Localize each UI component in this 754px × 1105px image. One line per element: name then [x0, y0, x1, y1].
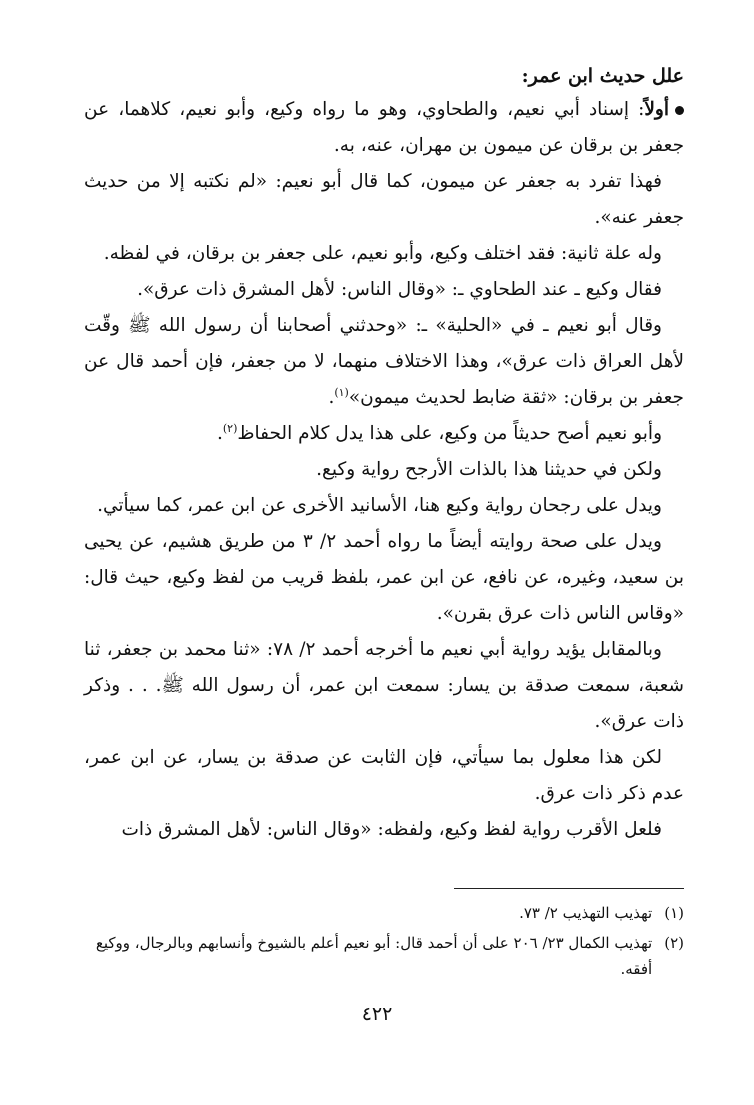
- paragraph-1-text: : إسناد أبي نعيم، والطحاوي، وهو ما رواه وكيع، وأبو نعيم، كلاهما، عن جعفر بن برقان عن ميمون بن مهران، عنه، به.: [84, 99, 684, 156]
- footnote-number: (١): [664, 904, 684, 922]
- page-number: ٤٢٢: [361, 1003, 393, 1025]
- paragraph-1: [84, 92, 684, 164]
- footnote-ref-1[interactable]: (١): [334, 385, 349, 399]
- footnote-text: تهذيب التهذيب ٢/ ٧٣.: [519, 904, 653, 922]
- paragraph-7: ولكن في حديثنا هذا بالذات الأرجح رواية وكيع.: [316, 459, 662, 480]
- paragraph-6-text: وأبو نعيم أصح حديثاً من وكيع، على هذا يدل كلام الحفاظ: [237, 423, 662, 444]
- footnotes: [84, 900, 684, 986]
- footnote-number: (٢): [664, 934, 684, 952]
- footnote-divider: [454, 888, 684, 889]
- footnote-1: [84, 900, 684, 926]
- bullet-icon: [675, 106, 684, 115]
- paragraph-1-lead: أولاً: [644, 99, 669, 120]
- page-body: [84, 60, 684, 848]
- footnote-text: تهذيب الكمال ٢٣/ ٢٠٦ على أن أحمد قال: أبو نعيم أعلم بالشيوخ وأنسابهم وبالرجال، ووكيع أفقه.: [95, 934, 653, 978]
- footnote-ref-2[interactable]: (٢): [222, 421, 238, 435]
- paragraph-12: فلعل الأقرب رواية لفظ وكيع، ولفظه: «وقال الناس: لأهل المشرق ذات: [121, 819, 662, 840]
- paragraph-4: فقال وكيع ـ عند الطحاوي ـ: «وقال الناس: لأهل المشرق ذات عرق».: [137, 279, 662, 300]
- paragraph-8: ويدل على رجحان رواية وكيع هنا، الأسانيد الأخرى عن ابن عمر، كما سيأتي.: [97, 495, 662, 516]
- paragraph-5-text: وقال أبو نعيم ـ في «الحلية» ـ: «وحدثني أصحابنا أن رسول الله ﷺ وقّت لأهل العراق ذات عرق»، وهذا الاختلاف منهما، لا من جعفر، فإن أحمد قال عن جعفر بن برقان: «ثقة ضابط لحديث ميمون»: [84, 315, 684, 408]
- paragraph-5-end: .: [328, 387, 335, 408]
- paragraph-6: [84, 416, 684, 452]
- paragraph-2: فهذا تفرد به جعفر عن ميمون، كما قال أبو نعيم: «لم نكتبه إلا من حديث جعفر عنه».: [84, 171, 684, 228]
- paragraph-5: [84, 308, 684, 416]
- paragraph-3: وله علة ثانية: فقد اختلف وكيع، وأبو نعيم، على جعفر بن برقان، في لفظه.: [103, 243, 662, 264]
- paragraph-9: ويدل على صحة روايته أيضاً ما رواه أحمد ٢/ ٣ من طريق هشيم، عن يحيى بن سعيد، وغيره، عن نافع، عن ابن عمر، بلفظ قريب من لفظ وكيع، حيث قال: «وقاس الناس ذات عرق بقرن».: [84, 531, 684, 624]
- footnote-2: [84, 930, 684, 982]
- section-heading: علل حديث ابن عمر:: [521, 65, 684, 87]
- paragraph-11: لكن هذا معلول بما سيأتي، فإن الثابت عن صدقة بن يسار، عن ابن عمر، عدم ذكر ذات عرق.: [84, 747, 684, 804]
- paragraph-6-end: .: [216, 423, 223, 444]
- paragraph-10: وبالمقابل يؤيد رواية أبي نعيم ما أخرجه أحمد ٢/ ٧٨: «ثنا محمد بن جعفر، ثنا شعبة، سمعت صدقة بن يسار: سمعت ابن عمر، أن رسول الله ﷺ. . . وذكر ذات عرق».: [84, 639, 684, 732]
